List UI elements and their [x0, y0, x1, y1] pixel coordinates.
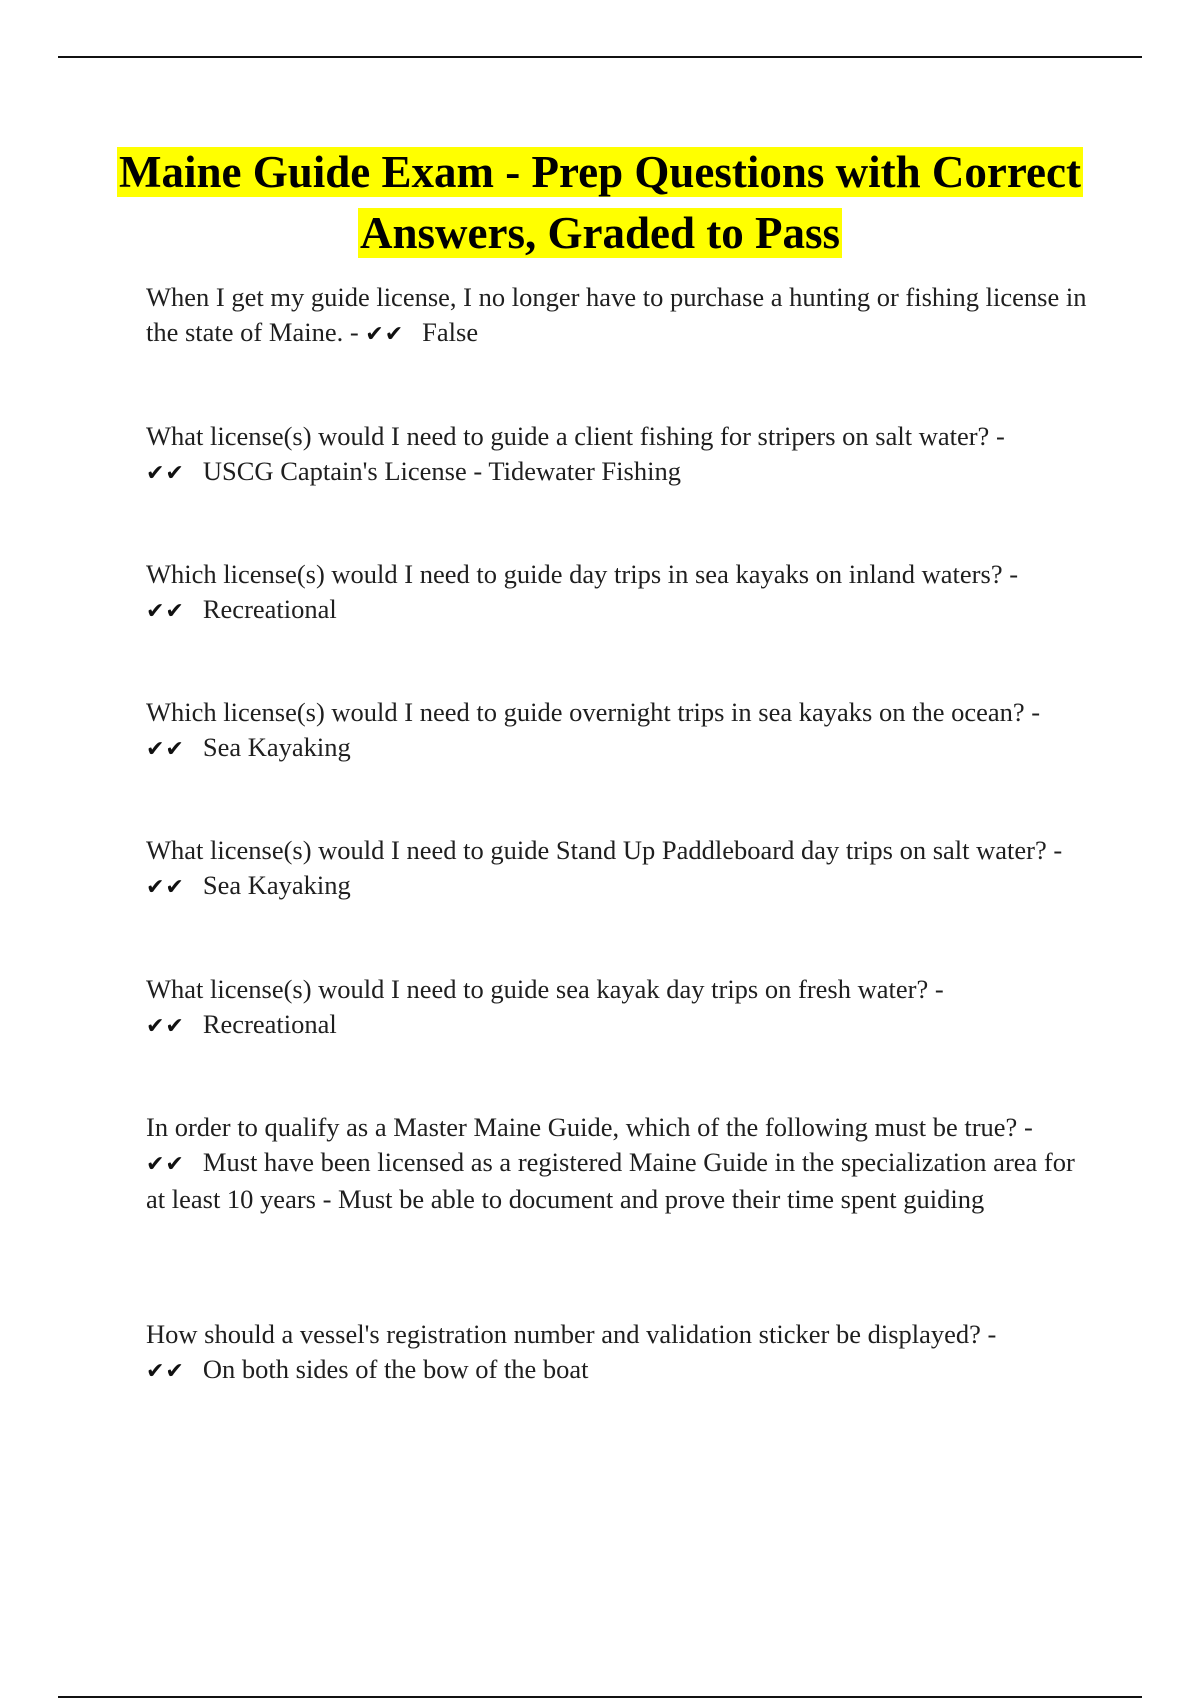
separator-dash: - [928, 974, 944, 1004]
question-text: In order to qualify as a Master Maine Guide, which of the following must be true? [146, 1112, 1018, 1142]
separator-dash: - [1017, 1112, 1033, 1142]
qa-item-4 [146, 695, 1091, 767]
qa-item-6 [146, 972, 1091, 1044]
check-mark-icon: ✔✔ [146, 1013, 185, 1039]
separator-dash: - [1002, 559, 1019, 589]
answer-text: Recreational [202, 1008, 337, 1039]
bottom-rule [58, 1696, 1142, 1698]
qa-item-5 [146, 833, 1091, 905]
top-rule [58, 56, 1142, 58]
question-text: Which license(s) would I need to guide day trips in sea kayaks on inland waters? [146, 559, 1003, 589]
check-mark-icon: ✔✔ [365, 321, 405, 347]
check-mark-icon: ✔✔ [146, 1151, 185, 1177]
check-mark-icon: ✔✔ [146, 1358, 185, 1384]
answer-text: On both sides of the bow of the boat [202, 1353, 589, 1384]
separator-dash: - [1024, 697, 1041, 727]
title-text: Maine Guide Exam - Prep Questions with Correct Answers, Graded to Pass [118, 147, 1081, 258]
separator-dash: - [1046, 835, 1063, 865]
check-mark-icon: ✔✔ [146, 874, 185, 900]
check-mark-icon: ✔✔ [146, 598, 185, 624]
qa-item-7 [146, 1110, 1091, 1217]
question-text: Which license(s) would I need to guide overnight trips in sea kayaks on the ocean? [146, 697, 1025, 727]
separator-dash: - [343, 316, 366, 347]
answer-text: Sea Kayaking [202, 869, 351, 900]
check-mark-icon: ✔✔ [146, 460, 185, 486]
check-mark-icon: ✔✔ [146, 736, 185, 762]
qa-item-1 [146, 280, 1091, 352]
qa-item-8 [146, 1317, 1091, 1389]
question-text: What license(s) would I need to guide Stand Up Paddleboard day trips on salt water? [146, 835, 1047, 865]
answer-text: False [422, 316, 479, 347]
answer-text: USCG Captain's License - Tidewater Fishing [202, 455, 681, 486]
answer-text: Sea Kayaking [202, 731, 351, 762]
qa-item-2 [146, 419, 1091, 491]
answer-text: Recreational [202, 593, 337, 624]
document-title [100, 142, 1100, 264]
qa-item-3 [146, 557, 1091, 629]
question-text: What license(s) would I need to guide a client fishing for stripers on salt water? [146, 421, 990, 451]
answer-text: Must have been licensed as a registered Maine Guide in the specialization area for at least 10 years - Must be able to document and prove their time spent guiding [146, 1146, 1075, 1214]
separator-dash: - [989, 421, 1005, 451]
question-text: What license(s) would I need to guide sea kayak day trips on fresh water? [146, 974, 929, 1004]
separator-dash: - [980, 1319, 997, 1349]
question-text: How should a vessel's registration number and validation sticker be displayed? [146, 1319, 981, 1349]
question-text: When I get my guide license, I no longer have to purchase a hunting or fishing license in the state of Maine. [146, 282, 1087, 347]
